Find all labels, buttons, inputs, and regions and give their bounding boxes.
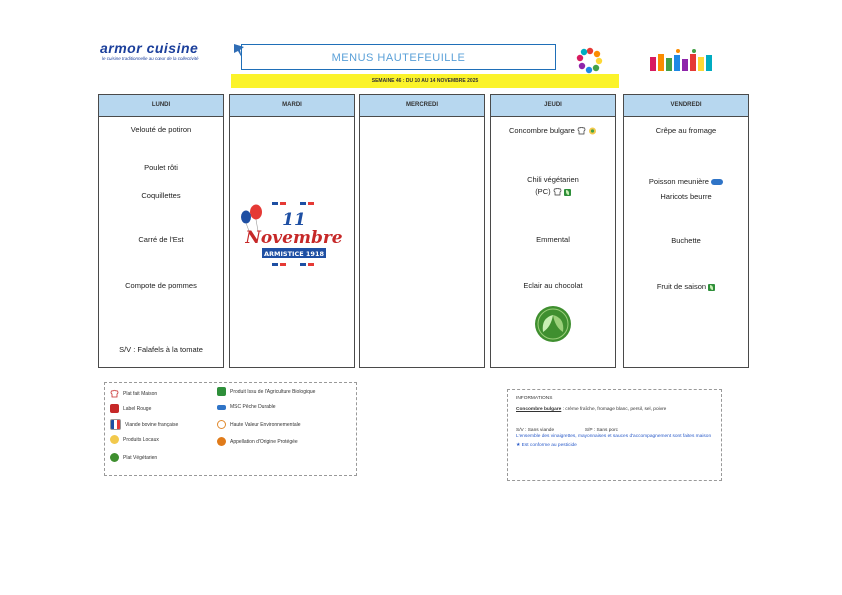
organic-icon [708,284,715,291]
day-header: VENDREDI [624,95,748,117]
legend-item: MSC Pêche Durable [217,404,276,410]
menu-note: S/V : Falafels à la tomate [119,345,203,354]
vegetarian-icon [110,453,119,462]
day-header: MERCREDI [360,95,484,117]
menu-item: Carré de l'Est [138,235,184,244]
legend-item: Appellation d'Origine Protégée [217,437,298,446]
menu-item: Crêpe au fromage [655,126,717,135]
banner-number: 11 [282,210,306,230]
legend-item: Produit Issu de l'Agriculture Biologique [217,387,315,396]
brand-name: armor cuisine [100,40,199,56]
menu-item-label: Poisson meunière [648,177,709,186]
chef-hat-icon [553,188,562,196]
day-column-vendredi [623,94,749,368]
menu-item [624,282,748,291]
flower-logo [575,45,605,75]
menu-item [624,177,748,186]
legend [104,382,357,476]
banner-ribbon: ARMISTICE 1918 [263,250,325,258]
legend-item: Plat Végétarien [110,453,157,462]
legend-item: Viande bovine française [110,419,178,430]
menu-item: Haricots beurre [660,192,712,201]
menu-item: Coquillettes [141,191,181,200]
msc-fish-icon [217,405,226,410]
partner-logo [648,48,720,76]
menu-item: Poulet rôti [144,163,178,172]
legend-item: Plat fait Maison [110,389,157,398]
menu-item [491,126,615,135]
menu-item [491,187,615,196]
banner-word: Novembre [245,228,343,248]
local-product-icon [588,127,597,135]
day-header: MARDI [230,95,354,117]
aop-icon [217,437,226,446]
chef-hat-icon [577,127,586,135]
menu-item: Buchette [671,236,701,245]
french-beef-icon [110,419,121,430]
info-line: Concombre bulgare : crème fraîche, fromage blanc, persil, sel, poivre [516,407,667,412]
menu-item: Chili végétarien [527,175,579,184]
vegetarian-icon [564,189,571,196]
menu-item-label: Concombre bulgare [508,126,575,135]
menu-item: Emmental [536,235,570,244]
info-title: INFORMATIONS [516,396,553,401]
day-column-mercredi [359,94,485,368]
menu-item: Velouté de potiron [130,125,192,134]
menu-item: Compote de pommes [125,281,197,290]
day-header: JEUDI [491,95,615,117]
menu-item: Eclair au chocolat [523,281,583,290]
page-title: MENUS HAUTEFEUILLE [241,44,556,70]
info-box [507,389,722,481]
label-rouge-icon [110,404,119,413]
vegetarian-badge-icon [529,305,577,343]
info-sv-line: S/V : Sans viande S/P : Sans porc [516,428,619,433]
day-column-lundi [98,94,224,368]
star-icon: ★ [516,443,521,448]
armistice-banner [236,201,350,277]
legend-item: Label Rouge [110,404,151,413]
legend-item: Produits Locaux [110,435,159,444]
info-footnote: ★ Est conforme au pesticide [516,443,577,448]
day-column-jeudi [490,94,616,368]
legend-item: Haute Valeur Environnementale [217,420,301,429]
local-product-icon [110,435,119,444]
day-column-mardi [229,94,355,368]
info-note: L'ensemble des vinaigrettes, mayonnaises et sauces d'accompagnement sont faites maison [516,434,712,439]
msc-fish-icon [711,179,723,185]
week-banner: SEMAINE 46 : DU 10 AU 14 NOVEMBRE 2025 [231,74,619,88]
hve-icon [217,420,226,429]
organic-ab-icon [217,387,226,396]
day-header: LUNDI [99,95,223,117]
brand-tagline: le cuisine traditionnelle au cœur de la collectivité [102,56,199,61]
menu-item-label: (PC) [535,187,551,196]
menu-item-label: Fruit de saison [656,282,707,291]
chef-hat-icon [110,389,119,398]
